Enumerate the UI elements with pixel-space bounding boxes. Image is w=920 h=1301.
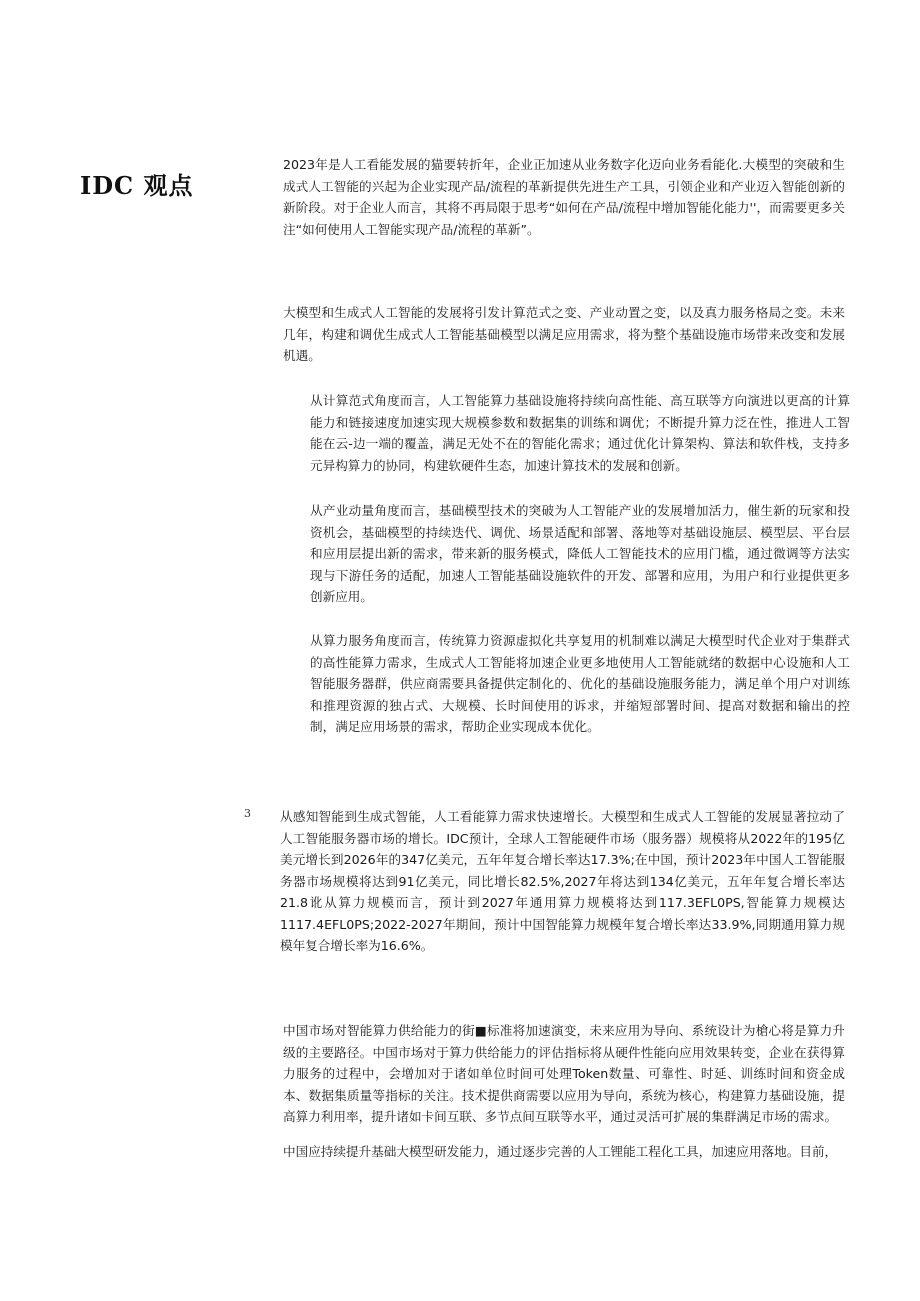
compute-service-paragraph: 从算力服务角度而言，传统算力资源虚拟化共享复用的机制难以满足大模型时代企业对于集群式的高性能算力需求，生成式人工智能将加速企业更多地使用人工智能就绪的数据中心设施和人工智能服务器群，供应商需要具备提供定制化的、优化的基础设施服务能力，满足单个用户对训练和推理资源的独占式、大规模、长时间使用的诉求，并缩短部署时间、提高对数据和输出的控制，满足应用场景的需求，帮助企业实现成本优化。 bbox=[310, 633, 850, 734]
market-growth-paragraph: 从感知智能到生成式智能，人工看能算力需求快速增长。大模型和生成式人工智能的发展显著拉动了人工智能服务器市场的增长。IDC预计，全球人工智能硬件市场（服务器）规模将从2022年的195亿美元增长到2026年的347亿美元，五年年复合增长率达17.3%;在中国，预计2023年中国人工智能服务器市场规模将达到91亿美元，同比增长82.5%,2027年将达到134亿美元，五年年复合增长率达21.8讹从算力规模而言，预计到2027年通用算力规模将达到117.3EFL0PS,智能算力规模达1117.4EFL0PS;2022-2027年期间，预计中国智能算力规模年复合增长率达33.9%,同期通用算力规模年复合增长率为16.6%。 bbox=[280, 809, 845, 953]
supply-capability-paragraph: 中国市场对智能算力供给能力的街■标准将加速演变，未来应用为导向、系统设计为槍心将是算力升级的主要路径。中国市场对于算力供给能力的评估指标将从硬件性能向应用效果转变，企业在获得算力服务的过程中，会增加对于诸如单位时间可处理Token数量、可靠性、时延、训练时间和资金成本、数据集质量等指标的关注。技术提供商需要以应用为导向，系统为核心，构建算力基础设施，提高算力利用率，提升诸如卡间互联、多节点间互联等水平，通过灵活可扩展的集群满足市场的需求。 bbox=[283, 1023, 845, 1124]
paradigm-shift-paragraph: 大模型和生成式人工智能的发展将引发计算范式之变、产业动置之变，以及真力服务格局之变。未来几年，构建和调优生成式人工智能基础模型以满足应用需求，将为整个基础设施市场带来改变和发展机遇。 bbox=[283, 305, 845, 363]
list-number: 3 bbox=[244, 807, 251, 820]
intro-paragraph: 2023年是人工看能发展的猫要转折年，企业正加速从业务数字化迈向业务看能化.大模型的突破和生成式人工智能的兴起为企业实现产品/流程的革新提供先进生产工具，引领企业和产业迈入智能创新的新阶段。对于企业人而言，其将不再局限于思考“如何在产品/流程中增加智能化能力''，而需要更多关注“如何使用人工智能实现产品/流程的革新”。 bbox=[283, 157, 845, 237]
industry-momentum-paragraph: 从产业动量角度而言，基础模型技术的突破为人工智能产业的发展增加活力，催生新的玩家和投资机会，基础模型的持续迭代、调优、场景适配和部署、落地等对基础设施层、模型层、平台层和应用层提出新的需求，带来新的服务模式，降低人工智能技术的应用门槛，通过微调等方法实现与下游任务的适配，加速人工智能基础设施软件的开发、部署和应用，为用户和行业提供更多创新应用。 bbox=[310, 503, 850, 604]
page-title: IDC 观点 bbox=[80, 171, 194, 200]
foundation-model-paragraph: 中国应持续提升基础大模型研发能力，通过逐步完善的人工锂能工程化工具，加速应用落地。目前， bbox=[283, 1144, 838, 1159]
computing-paradigm-paragraph: 从计算范式角度而言，人工智能算力基础设施将持续向高性能、高互联等方向演进以更高的计算能力和链接速度加速实现大规模参数和数据集的训练和调优；不断提升算力泛在性，推进人工智能在云-边一端的覆盖，满足无处不在的智能化需求；通过优化计算架构、算法和软件栈，支持多元异构算力的协同，构建软硬件生态，加速计算技术的发展和创新。 bbox=[310, 393, 850, 473]
